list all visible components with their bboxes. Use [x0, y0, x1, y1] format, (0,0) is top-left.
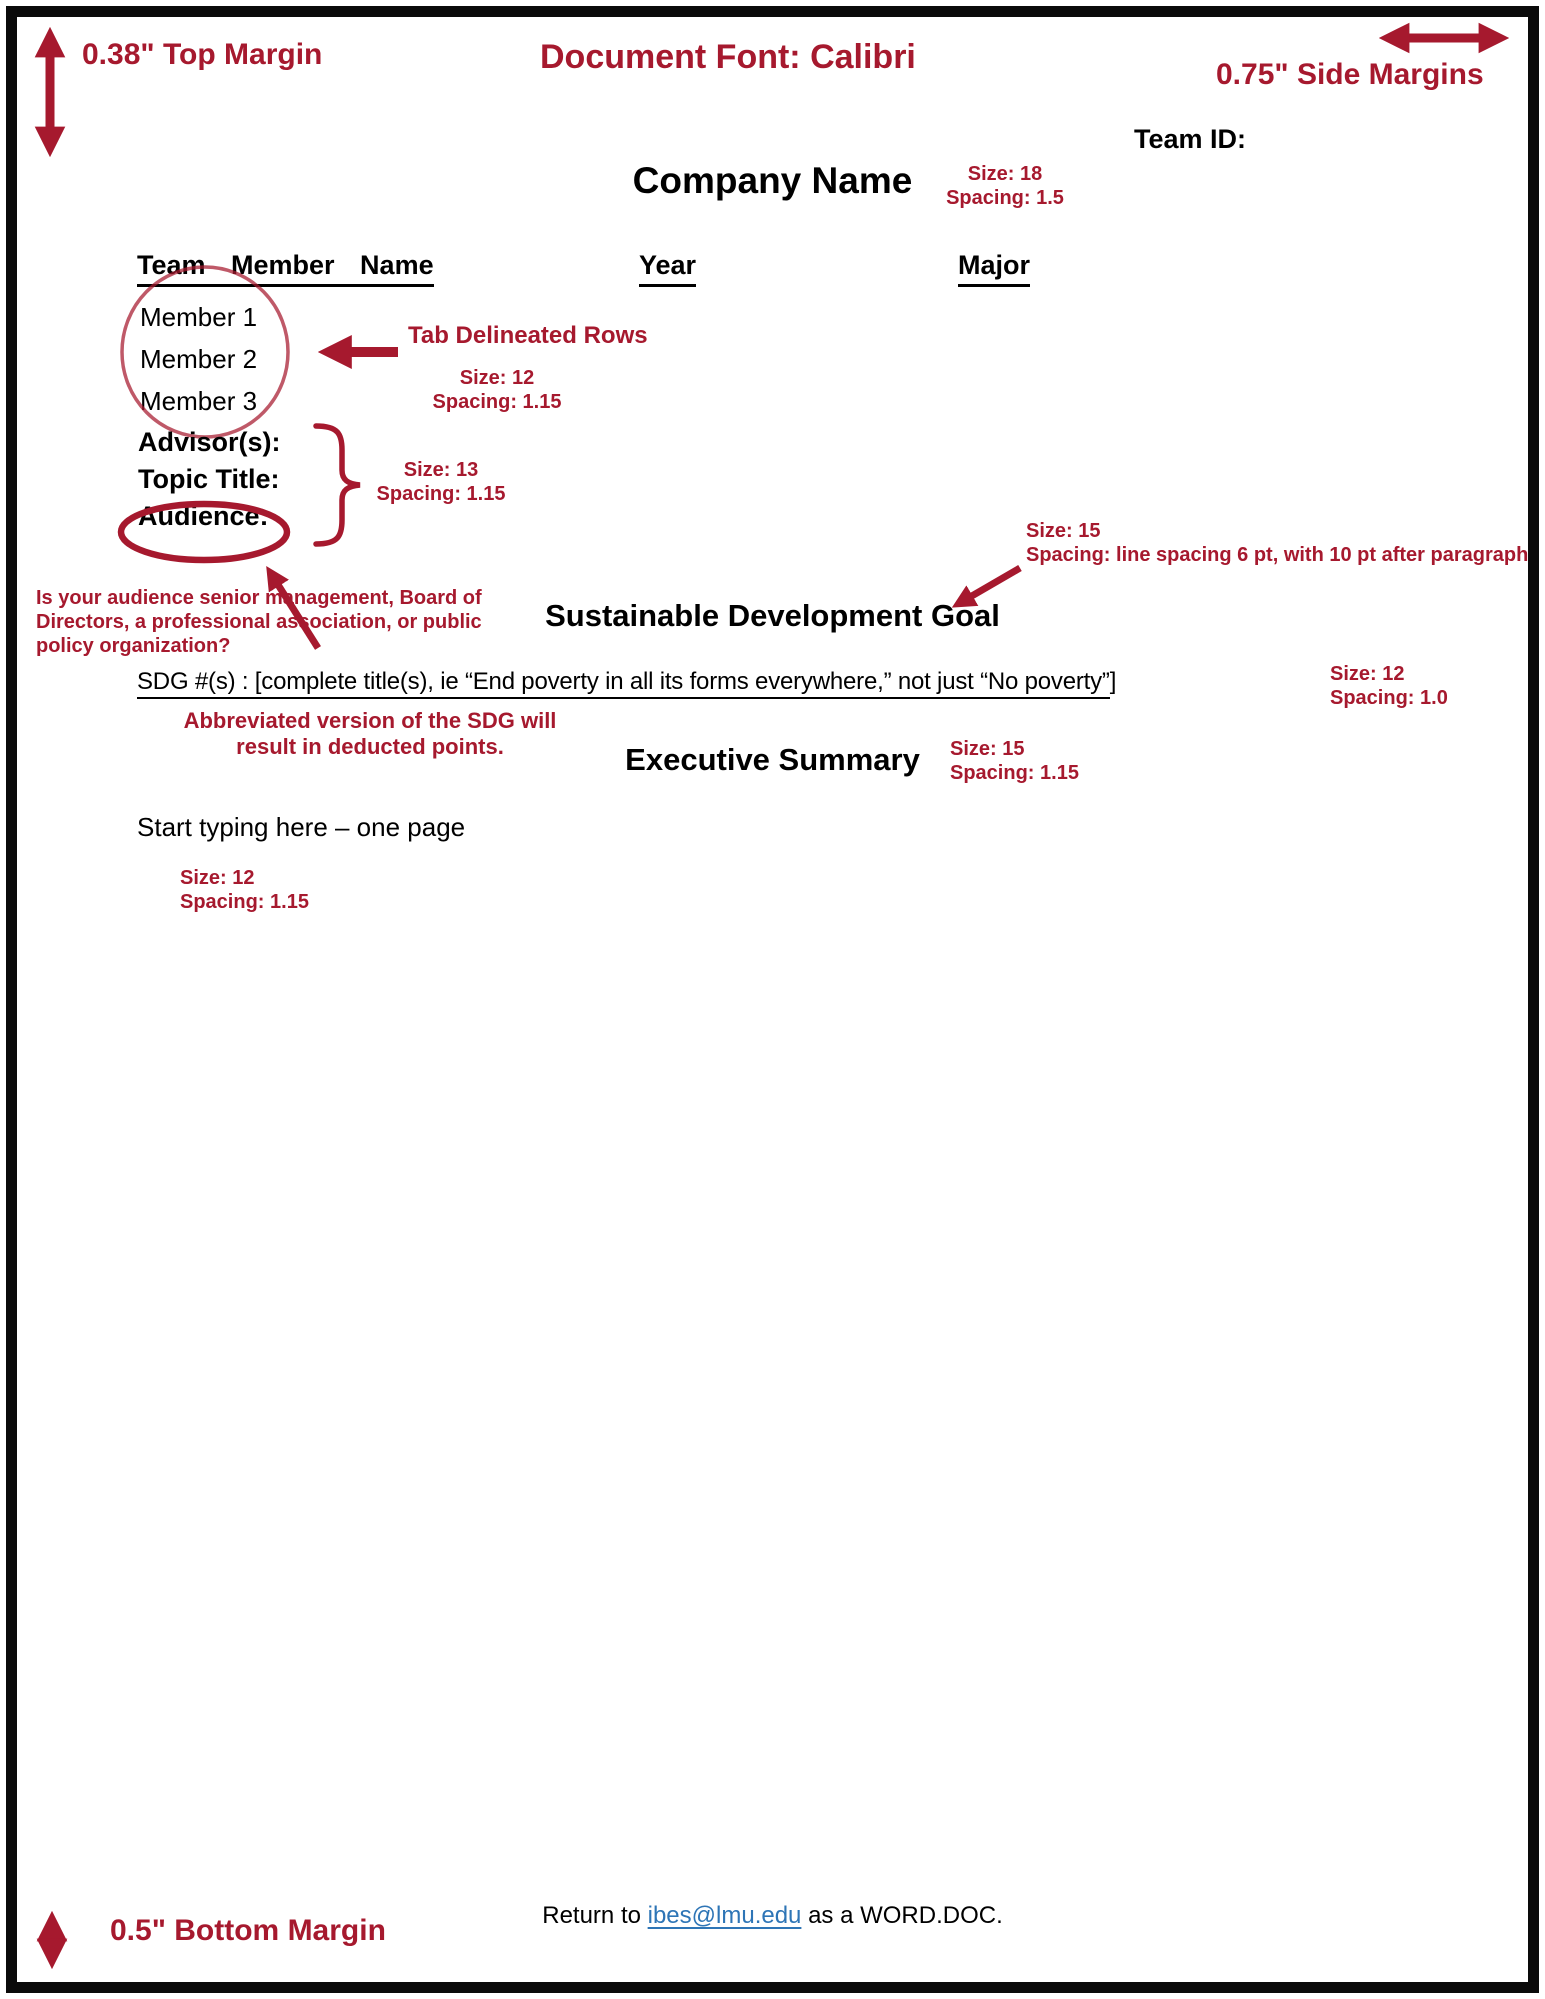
sdg-heading-note	[1026, 519, 1528, 567]
fields-note-size: Size: 13	[403, 459, 479, 481]
tab-rows-note-spacing: Spacing: 1.15	[432, 391, 562, 413]
audience-question-line: Is your audience senior management, Board of	[36, 587, 482, 609]
audience-question-line: Directors, a professional association, or public	[36, 611, 482, 633]
sdg-warning-line: Abbreviated version of the SDG will	[183, 708, 557, 733]
side-margin-arrow-icon	[1368, 18, 1520, 58]
footer-return-suffix: as a WORD.DOC.	[801, 1902, 1003, 1929]
sdg-line	[137, 668, 1116, 696]
company-name-title: Company Name	[632, 160, 913, 201]
audience-question-line: policy organization?	[36, 635, 231, 657]
bottom-margin-arrow-icon	[30, 1904, 74, 1976]
body-note	[180, 866, 309, 914]
member-row: Member 2	[140, 344, 258, 374]
company-note-size: Size: 18	[967, 163, 1043, 185]
tab-rows-note-title: Tab Delineated Rows	[408, 322, 648, 349]
body-note-size: Size: 12	[180, 867, 255, 889]
fields-brace-icon	[306, 420, 368, 550]
sdg-line-underlined: SDG #(s) : [complete title(s), ie “End poverty in all its forms everywhere,” not just “No poverty”	[137, 668, 1110, 699]
sdg-line-note-size: Size: 12	[1330, 663, 1405, 685]
sdg-warning-line: result in deducted points.	[236, 734, 504, 759]
side-margin-label: 0.75" Side Margins	[1216, 58, 1484, 91]
sdg-heading: Sustainable Development Goal	[545, 598, 1000, 633]
body-note-spacing: Spacing: 1.15	[180, 891, 309, 913]
team-id-label: Team ID:	[1134, 124, 1247, 154]
sdg-heading-note-spacing: Spacing: line spacing 6 pt, with 10 pt after paragraph	[1026, 544, 1529, 566]
fields-note-spacing: Spacing: 1.15	[376, 483, 506, 505]
executive-summary-note	[950, 737, 1079, 785]
company-note-spacing: Spacing: 1.5	[946, 187, 1064, 209]
audience-field-label: Audience:	[138, 501, 269, 531]
sdg-line-note-spacing: Spacing: 1.0	[1330, 687, 1448, 709]
column-header-major: Major	[958, 250, 1030, 287]
top-margin-arrow-icon	[28, 18, 72, 166]
company-name-note	[920, 162, 1090, 210]
email-link[interactable]: ibes@lmu.edu	[647, 1902, 802, 1929]
column-header-team-member-name: Team Member Name	[137, 250, 434, 287]
sdg-line-bracket: ]	[1109, 668, 1117, 695]
sdg-line-note	[1330, 662, 1448, 710]
top-margin-label: 0.38" Top Margin	[82, 38, 323, 71]
members-circle-annotation	[118, 263, 292, 441]
column-header-year: Year	[639, 250, 696, 287]
advisor-field-label: Advisor(s):	[138, 427, 281, 457]
sdg-heading-note-size: Size: 15	[1026, 520, 1101, 542]
topic-title-field-label: Topic Title:	[138, 464, 280, 494]
body-placeholder-text: Start typing here – one page	[137, 812, 466, 842]
tab-rows-note	[432, 366, 562, 414]
footer-return-prefix: Return to	[542, 1902, 648, 1929]
executive-summary-heading: Executive Summary	[625, 742, 920, 777]
executive-summary-note-size: Size: 15	[950, 738, 1025, 760]
executive-summary-note-spacing: Spacing: 1.15	[950, 762, 1079, 784]
tab-rows-note-size: Size: 12	[459, 367, 535, 389]
member-row: Member 3	[140, 386, 258, 416]
fields-note	[371, 458, 511, 506]
document-font-note: Document Font: Calibri	[540, 38, 916, 76]
tab-rows-arrow-icon	[298, 334, 406, 370]
bottom-margin-label: 0.5" Bottom Margin	[110, 1914, 386, 1947]
member-row: Member 1	[140, 302, 258, 332]
